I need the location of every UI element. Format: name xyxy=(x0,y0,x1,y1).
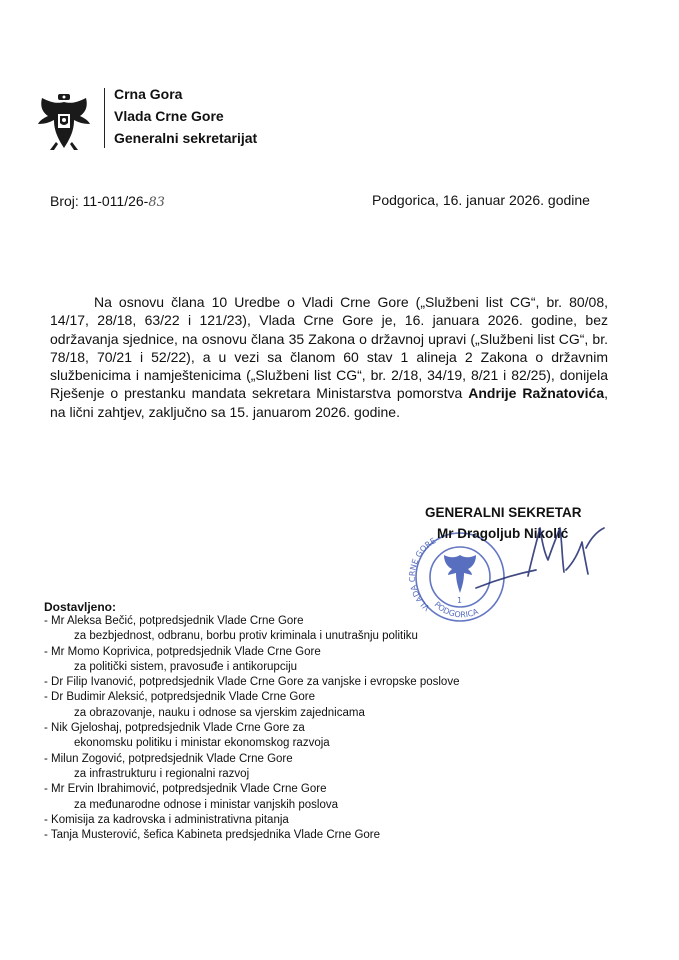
coat-of-arms-icon xyxy=(36,94,92,152)
stamp-number: 1 xyxy=(457,596,463,605)
list-item: - Dr Filip Ivanović, potpredsjednik Vlade Crne Gore za vanjske i evropske poslove xyxy=(44,676,460,689)
decision-text xyxy=(50,293,608,421)
decision-text-part1: Na osnovu člana 10 Uredbe o Vladi Crne Gore („Službeni list CG“, br. 80/08, 14/17, 28/18, 63/22 i 121/23), Vlada Crne Gore je, 16. januara 2026. godine, bez održavanja sjednice, na osnovu člana 35 Zakona o državnoj upravi („Službeni list CG“, br. 78/18, 70/21 i 52/22), a u vezi sa članom 60 stav 1 alineja 2 Zakona o državnim službenicima i namještenicima („Službeni list CG“, br. 2/18, 34/19, 8/21 i 82/25), donijela Rješenje o prestanku mandata sekretara Ministarstva pomorstva xyxy=(50,294,608,402)
signatory-name: Mr Dragoljub Nikolić xyxy=(437,526,569,541)
reference-label: Broj: 11-011/26- xyxy=(50,193,149,209)
place-and-date: Podgorica, 16. januar 2026. godine xyxy=(372,192,590,208)
distribution-list xyxy=(44,614,459,843)
list-item: - Mr Aleksa Bečić, potpredsjednik Vlade Crne Gore za bezbjednost, odbranu, borbu protiv kriminala i unutrašnju politiku xyxy=(44,615,418,643)
header-divider xyxy=(104,88,105,148)
list-item: - Tanja Musterović, šefica Kabineta predsjednika Vlade Crne Gore xyxy=(44,829,381,842)
signatory-title: GENERALNI SEKRETAR xyxy=(425,505,582,520)
header-government: Vlada Crne Gore xyxy=(114,108,224,124)
decision-bold-name: Andrije Ražnatovića xyxy=(468,385,605,402)
list-item: - Komisija za kadrovska i administrativna pitanja xyxy=(44,813,289,826)
list-item: - Mr Ervin Ibrahimović, potpredsjednik Vlade Crne Gore za međunarodne odnose i ministar vanjskih poslova xyxy=(44,783,339,811)
stamp-text-left: VLADA CRNE GORE xyxy=(407,536,438,613)
svg-text:VLADA CRNE GORE xyxy=(408,536,438,612)
header-secretariat: Generalni sekretarijat xyxy=(114,130,258,146)
header-country: Crna Gora xyxy=(114,86,183,102)
distribution-title: Dostavljeno: xyxy=(44,600,117,614)
stamp-text-bottom: PODGORICA xyxy=(432,599,480,620)
reference-handwritten: 83 xyxy=(148,195,165,210)
list-item: - Milun Zogović, potpredsjednik Vlade Crne Gore za infrastrukturu i regionalni razvoj xyxy=(44,752,293,780)
list-item: - Dr Budimir Aleksić, potpredsjednik Vlade Crne Gore za obrazovanje, nauku i odnose sa vjerskim zajednicama xyxy=(44,691,365,719)
decision-text-part2: , na lični zahtjev, zaključno sa 15. januarom 2026. godine. xyxy=(50,385,608,420)
handwritten-signature xyxy=(436,518,626,600)
list-item: - Nik Gjeloshaj, potpredsjednik Vlade Crne Gore za ekonomsku politiku i ministar ekonomskog razvoja xyxy=(44,722,330,750)
reference-number xyxy=(50,193,165,210)
list-item: - Mr Momo Koprivica, potpredsjednik Vlade Crne Gore za politički sistem, pravosuđe i antikorupciju xyxy=(44,645,321,673)
